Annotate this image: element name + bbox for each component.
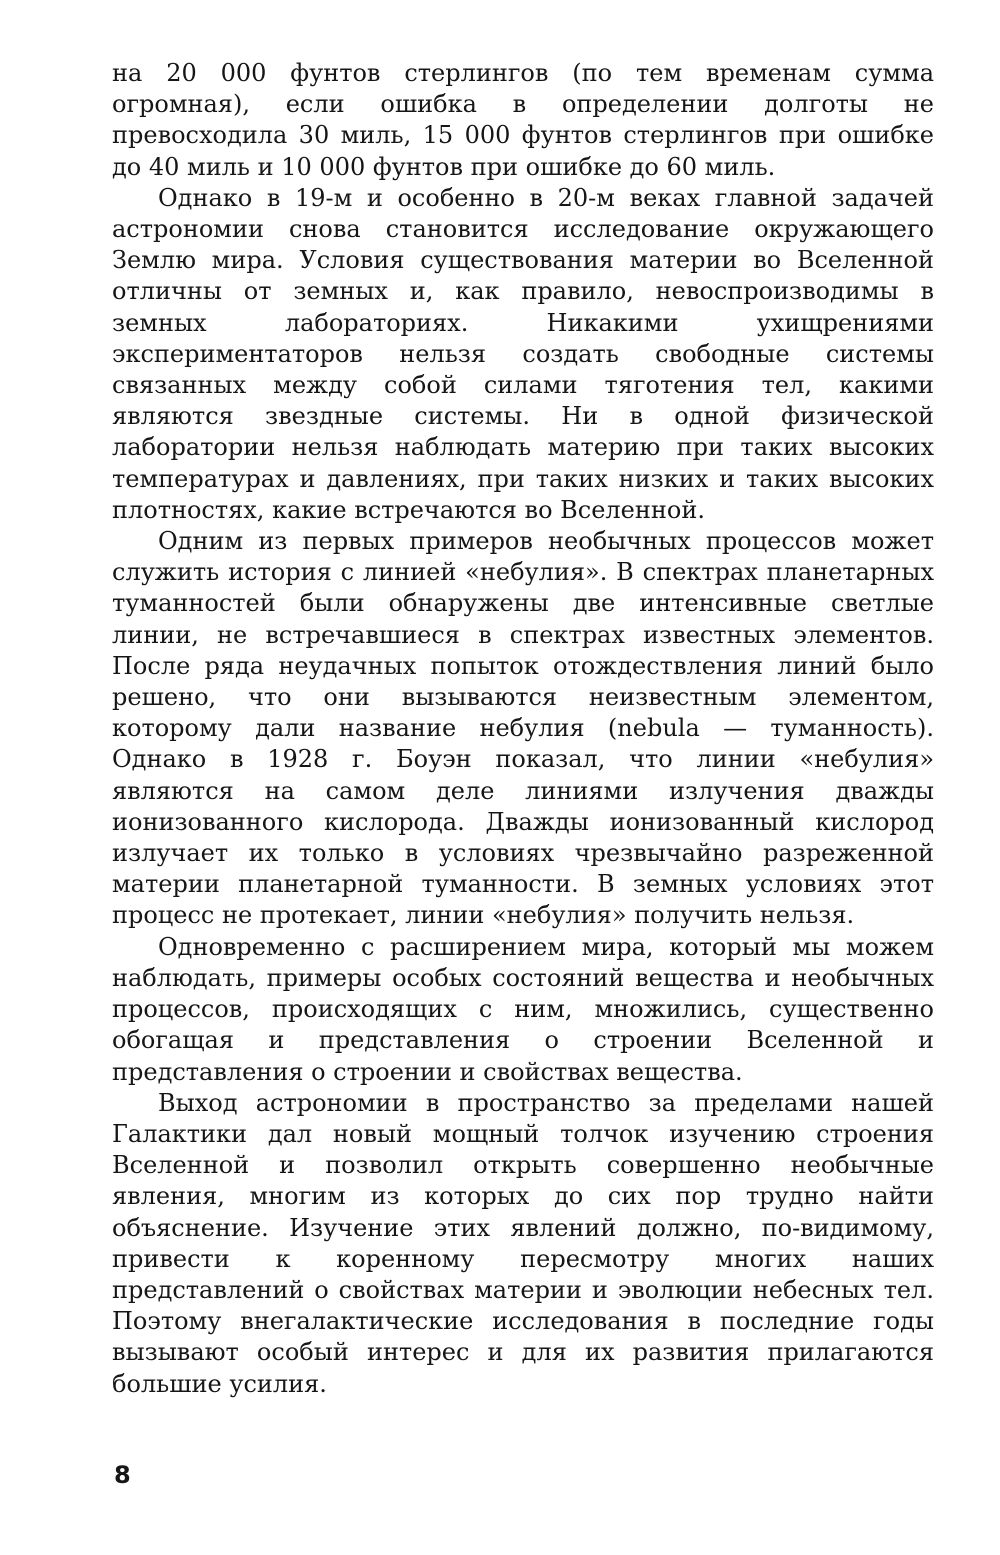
page-number: 8: [114, 1461, 131, 1489]
paragraph-expanding-world: Одновременно с расширением мира, который мы можем наблюдать, примеры особых состояний вещества и необычных процессов, происходящих с ним, множились, существенно обогащая и представления о строении Вселенной и представления о строении и свойствах вещества.: [112, 932, 934, 1086]
paragraph-extragalactic: Выход астрономии в пространство за пределами нашей Галактики дал новый мощный толчок изучению строения Вселенной и позволил открыть совершенно необычные явления, многим из которых до сих пор трудно найти объяснение. Изучение этих явлений должно, по-видимому, привести к коренному пересмотру многих наших представлений о свойствах материи и эволюции небесных тел. Поэтому внегалактические исследования в последние годы вызывают особый интерес и для их развития прилагаются большие усилия.: [112, 1088, 934, 1398]
paragraph-astronomy-tasks: Однако в 19-м и особенно в 20-м веках главной задачей астрономии снова становится исследование окружающего Землю мира. Условия существования материи во Вселенной отличны от земных и, как правило, невоспроизводимы в земных лабораториях. Никакими ухищрениями экспериментаторов нельзя создать свободные системы связанных между собой силами тяготения тел, какими являются звездные системы. Ни в одной физической лаборатории нельзя наблюдать материю при таких высоких температурах и давлениях, при таких низких и таких высоких плотностях, какие встречаются во Вселенной.: [112, 183, 934, 524]
paragraph-nebulium: Одним из первых примеров необычных процессов может служить история с линией «небулия». В спектрах планетарных туманностей были обнаружены две интенсивные светлые линии, не встречавшиеся в спектрах известных элементов. После ряда неудачных попыток отождествления линий было решено, что они вызываются неизвестным элементом, которому дали название небулия (nebula — туманность). Однако в 1928 г. Боуэн показал, что линии «небулия» являются на самом деле линиями излучения дважды ионизованного кислорода. Дважды ионизованный кислород излучает их только в условиях чрезвычайно разреженной материи планетарной туманности. В земных условиях этот процесс не протекает, линии «небулия» получить нельзя.: [112, 527, 934, 930]
paragraph-continuation: на 20 000 фунтов стерлингов (по тем временам сумма огромная), если ошибка в определении долготы не превосходила 30 миль, 15 000 фунтов стерлингов при ошибке до 40 миль и 10 000 фунтов при ошибке до 60 миль.: [112, 59, 934, 181]
page-body: [112, 58, 934, 1400]
